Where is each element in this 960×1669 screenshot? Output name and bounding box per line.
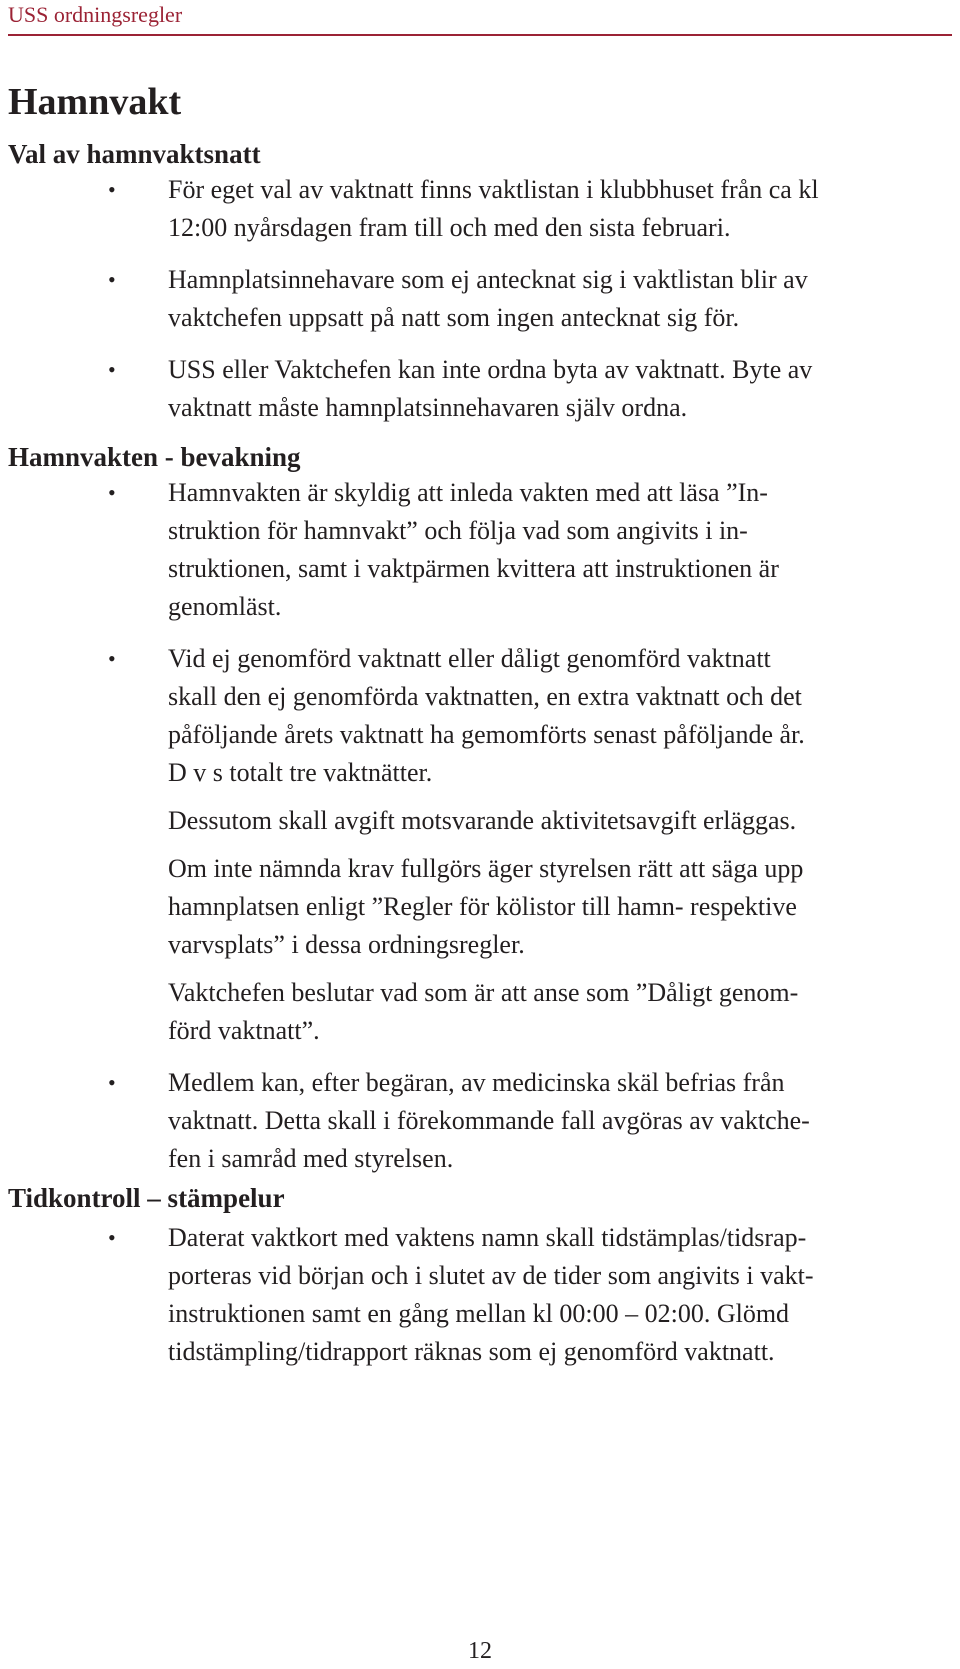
text-line: varvsplats” i dessa ordningsregler. — [168, 930, 525, 959]
text-line: Hamnplatsinnehavare som ej antecknat sig i vaktlistan blir av — [168, 265, 808, 294]
text-line: vaktnatt. Detta skall i förekommande fall avgöras av vaktche- — [168, 1106, 810, 1135]
bullet-icon: • — [108, 1225, 116, 1250]
text-line: struktion för hamnvakt” och följa vad som angivits i in- — [168, 516, 748, 545]
text-line: USS eller Vaktchefen kan inte ordna byta av vaktnatt. Byte av — [168, 355, 813, 384]
text-line: vaktchefen uppsatt på natt som ingen antecknat sig för. — [168, 303, 740, 332]
bullet-icon: • — [108, 357, 116, 382]
running-header — [8, 0, 952, 36]
list-item — [8, 1064, 948, 1178]
list-item — [8, 474, 948, 626]
text-line: Medlem kan, efter begäran, av medicinska skäl befrias från — [168, 1068, 785, 1097]
text-line: hamnplatsen enligt ”Regler för kölistor till hamn- respektive — [168, 892, 797, 921]
text-line: 12:00 nyårsdagen fram till och med den sista februari. — [168, 213, 731, 242]
list-item — [8, 640, 948, 1050]
section-val-av-hamnvaktsnatt — [8, 137, 952, 427]
text-line: påföljande årets vaktnatt ha gemomförts senast påföljande år. — [168, 720, 805, 749]
text-line: tidstämpling/tidrapport räknas som ej genomförd vaktnatt. — [168, 1337, 775, 1366]
list-item — [8, 171, 948, 247]
list-item — [8, 351, 948, 427]
text-line: förd vaktnatt”. — [168, 1016, 320, 1045]
bullet-icon: • — [108, 267, 116, 292]
header-title: USS ordningsregler — [8, 2, 183, 27]
text-line: instruktionen samt en gång mellan kl 00:00 – 02:00. Glömd — [168, 1299, 790, 1328]
list-item — [8, 1219, 948, 1371]
section-heading: Tidkontroll – stämpelur — [8, 1183, 285, 1213]
text-line: porteras vid början och i slutet av de tider som angivits i vakt- — [168, 1261, 814, 1290]
paragraph — [168, 850, 948, 964]
text-line: Dessutom skall avgift motsvarande aktivitetsavgift erläggas. — [168, 806, 797, 835]
text-line: Vaktchefen beslutar vad som är att anse som ”Dåligt genom- — [168, 978, 799, 1007]
bullet-icon: • — [108, 480, 116, 505]
list-item — [8, 261, 948, 337]
text-line: Vid ej genomförd vaktnatt eller dåligt genomförd vaktnatt — [168, 644, 771, 673]
text-line: skall den ej genomförda vaktnatten, en extra vaktnatt och det — [168, 682, 802, 711]
text-line: fen i samråd med styrelsen. — [168, 1144, 454, 1173]
text-line: D v s totalt tre vaktnätter. — [168, 758, 433, 787]
text-line: vaktnatt måste hamnplatsinnehavaren själv ordna. — [168, 393, 688, 422]
section-heading: Val av hamnvaktsnatt — [8, 139, 261, 169]
text-line: Daterat vaktkort med vaktens namn skall tidstämplas/tidsrap- — [168, 1223, 807, 1252]
text-line: För eget val av vaktnatt finns vaktlistan i klubbhuset från ca kl — [168, 175, 819, 204]
bullet-icon: • — [108, 646, 116, 671]
section-hamnvakten-bevakning — [8, 440, 952, 1178]
page-number: 12 — [468, 1638, 492, 1664]
paragraph — [168, 974, 948, 1050]
bullet-icon: • — [108, 177, 116, 202]
text-line: Om inte nämnda krav fullgörs äger styrelsen rätt att säga upp — [168, 854, 804, 883]
section-heading: Hamnvakten - bevakning — [8, 442, 301, 472]
page-title: Hamnvakt — [8, 81, 182, 123]
text-line: genomläst. — [168, 592, 282, 621]
text-line: Hamnvakten är skyldig att inleda vakten med att läsa ”In- — [168, 478, 768, 507]
section-tidkontroll-stampelur — [8, 1181, 952, 1371]
paragraph — [168, 802, 948, 840]
text-line: struktionen, samt i vaktpärmen kvittera att instruktionen är — [168, 554, 779, 583]
bullet-icon: • — [108, 1070, 116, 1095]
